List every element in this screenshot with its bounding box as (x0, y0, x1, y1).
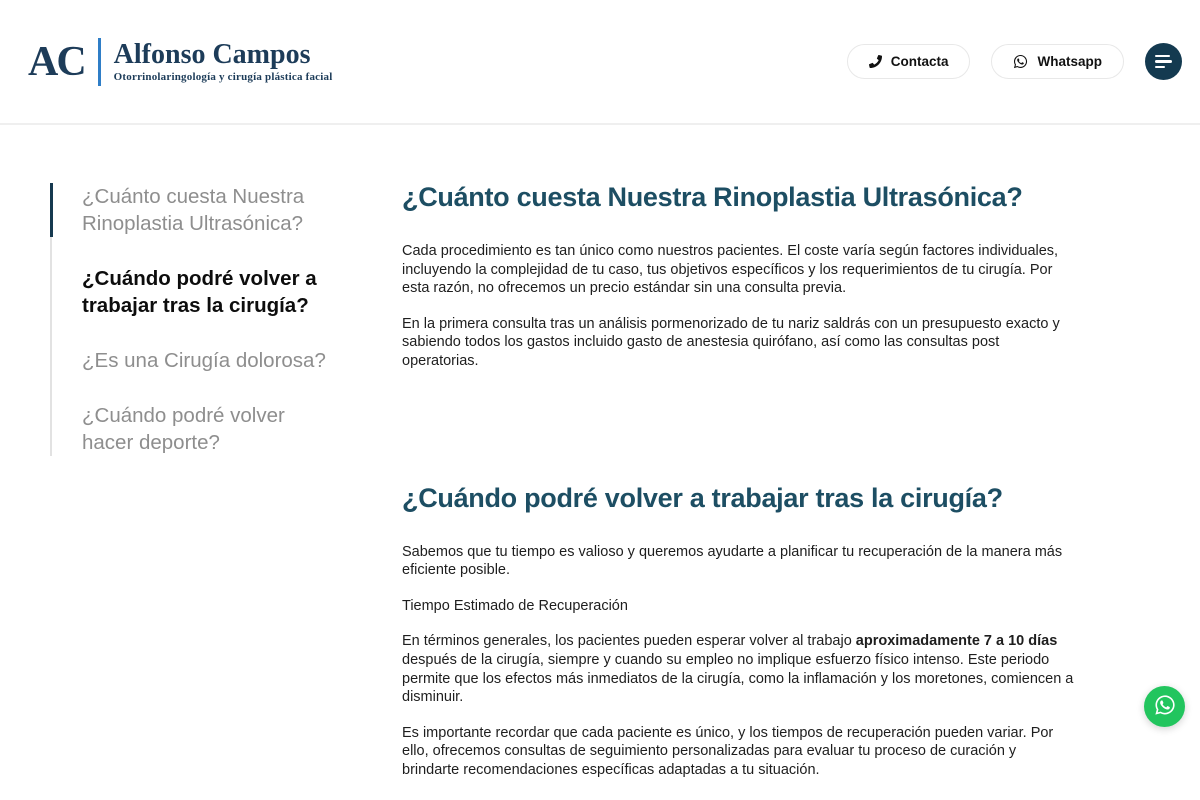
whatsapp-button-label: Whatsapp (1037, 54, 1102, 69)
scroll-indicator (50, 183, 53, 237)
sidebar-item-cirugia-dolorosa[interactable]: ¿Es una Cirugía dolorosa? (82, 349, 326, 372)
menu-icon (1155, 55, 1170, 58)
contact-button-label: Contacta (890, 54, 949, 69)
faq-paragraph: Sabemos que tu tiempo es valioso y queremos ayudarte a planificar tu recuperación de la manera más eficiente posible. (402, 543, 1063, 579)
site-header (0, 0, 1200, 125)
logo-text (114, 40, 333, 83)
faq-sidebar (50, 183, 340, 456)
sidebar-item-volver-trabajar[interactable]: ¿Cuándo podré volver a trabajar tras la cirugía? (82, 267, 317, 317)
logo-subtitle: Otorrinolaringología y cirugía plástica facial (113, 71, 333, 84)
recovery-time-highlight: aproximadamente 7 a 10 días (855, 633, 1058, 650)
floating-whatsapp-button[interactable] (1144, 686, 1185, 727)
logo[interactable] (28, 38, 332, 86)
faq-sidebar-list (50, 183, 340, 456)
faq-paragraph: En términos generales, los pacientes pueden esperar volver al trabajo aproximadamente 7 a 10 días después de la cirugía, siempre y cuando su empleo no implique esfuerzo físico intenso. Este periodo permite que los efectos más inmediatos de la cirugía, como la inflamación y los moretones, comiencen a disminuir. (402, 633, 1074, 706)
faq-section-trabajo (402, 481, 1074, 780)
logo-title: Alfonso Campos (113, 38, 311, 70)
faq-paragraph: Tiempo Estimado de Recuperación (402, 597, 628, 614)
whatsapp-button[interactable] (991, 44, 1124, 79)
logo-monogram: AC (28, 38, 85, 85)
sidebar-item-volver-deporte[interactable]: ¿Cuándo podré volver hacer deporte? (82, 404, 285, 454)
sidebar-item-cuanto-cuesta[interactable]: ¿Cuánto cuesta Nuestra Rinoplastia Ultrasónica? (82, 185, 305, 235)
phone-icon (869, 55, 882, 68)
faq-heading-precio: ¿Cuánto cuesta Nuestra Rinoplastia Ultrasónica? (402, 182, 1023, 212)
contact-button[interactable] (847, 44, 971, 79)
faq-paragraph: Cada procedimiento es tan único como nuestros pacientes. El coste varía según factores individuales, incluyendo la complejidad de tu caso, tus objetivos específicos y los requerimientos de tu cirugía. Por esta razón, no ofrecemos un precio estándar sin una consulta previa. (402, 243, 1059, 297)
menu-button[interactable] (1145, 43, 1182, 80)
faq-content (402, 180, 1074, 780)
faq-paragraph: En la primera consulta tras un análisis pormenorizado de tu nariz saldrás con un presupuesto exacto y sabiendo todos los gastos incluido gasto de anestesia quirófano, así como las consultas post operatorias. (402, 315, 1060, 369)
faq-section-precio (402, 180, 1074, 371)
logo-divider (98, 38, 101, 86)
whatsapp-icon (1013, 54, 1028, 69)
faq-paragraph: Es importante recordar que cada paciente es único, y los tiempos de recuperación pueden variar. Por ello, ofrecemos consultas de seguimiento personalizadas para evaluar tu proceso de curación y brindarte recomendaciones específicas adaptadas a tu situación. (402, 724, 1054, 778)
faq-heading-trabajo: ¿Cuándo podré volver a trabajar tras la cirugía? (402, 482, 1003, 513)
whatsapp-icon (1154, 694, 1176, 719)
header-actions (847, 43, 1182, 80)
